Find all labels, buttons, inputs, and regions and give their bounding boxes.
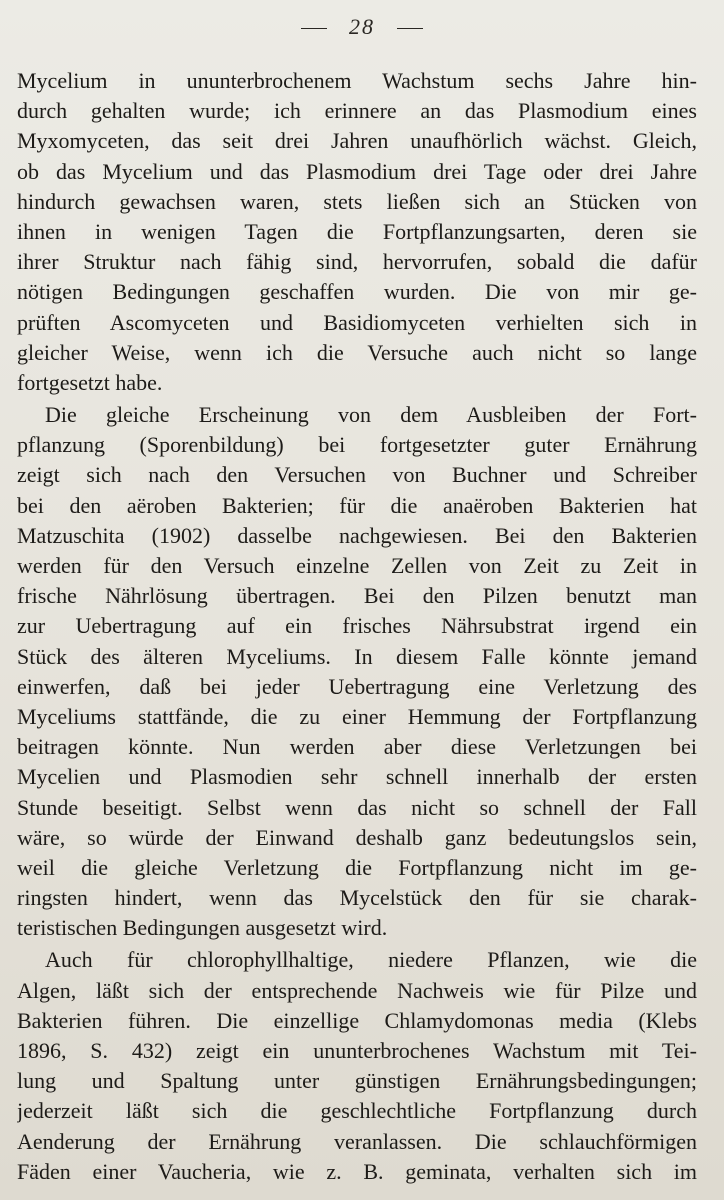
text-line: frische Nährlösung übertragen. Bei den Pilzen benutzt man	[17, 583, 697, 609]
text-line: 1896, S. 432) zeigt ein ununterbrochenes Wachstum mit Tei-	[17, 1038, 697, 1063]
text-line: pflanzung (Sporenbildung) bei fortgesetzter guter Ernährung	[17, 432, 697, 458]
text-line: hindurch gewachsen waren, stets ließen sich an Stücken von	[17, 188, 697, 214]
text-line: ringsten hindert, wenn das Mycelstück den für sie charak-	[17, 885, 697, 911]
paragraph-3	[17, 945, 697, 1187]
text-line: Mycelien und Plasmodien sehr schnell innerhalb der ersten	[17, 764, 697, 790]
text-line: zeigt sich nach den Versuchen von Buchner und Schreiber	[17, 462, 697, 488]
text-line: nötigen Bedingungen geschaffen wurden. Die von mir ge-	[17, 279, 697, 305]
page-number: 28	[349, 14, 375, 39]
paragraph-2	[17, 400, 697, 943]
text-line: Myxomyceten, das seit drei Jahren unaufhörlich wächst. Gleich,	[17, 128, 697, 154]
text-line: Bakterien führen. Die einzellige Chlamydomonas media (Klebs	[17, 1007, 697, 1033]
text-line: Die gleiche Erscheinung von dem Ausbleiben der Fort-	[45, 402, 697, 428]
text-line: durch gehalten wurde; ich erinnere an das Plasmodium eines	[17, 98, 697, 124]
text-line: Auch für chlorophyllhaltige, niedere Pflanzen, wie die	[45, 947, 697, 973]
text-line: lung und Spaltung unter günstigen Ernährungsbedingungen;	[17, 1068, 697, 1094]
text-line: gleicher Weise, wenn ich die Versuche auch nicht so lange	[17, 339, 697, 365]
text-line: Fäden einer Vaucheria, wie z. B. geminata, verhalten sich im	[17, 1158, 697, 1184]
text-line: jederzeit läßt sich die geschlechtliche Fortpflanzung durch	[17, 1098, 697, 1124]
text-line: bei den aëroben Bakterien; für die anaëroben Bakterien hat	[17, 492, 697, 518]
text-line: Aenderung der Ernährung veranlassen. Die schlauchförmigen	[17, 1128, 697, 1154]
text-line: Algen, läßt sich der entsprechende Nachweis wie für Pilze und	[17, 977, 697, 1003]
text-line: weil die gleiche Verletzung die Fortpflanzung nicht im ge-	[17, 854, 697, 880]
text-line: zur Uebertragung auf ein frisches Nährsubstrat irgend ein	[17, 613, 697, 639]
text-line: Stunde beseitigt. Selbst wenn das nicht so schnell der Fall	[17, 794, 697, 820]
text-line: fortgesetzt habe.	[17, 369, 163, 395]
header-right-dash	[397, 28, 423, 29]
body-text	[17, 66, 697, 1187]
text-line: prüften Ascomyceten und Basidiomyceten verhielten sich in	[17, 309, 697, 335]
text-line: teristischen Bedingungen ausgesetzt wird.	[17, 915, 388, 941]
text-line: einwerfen, daß bei jeder Uebertragung eine Verletzung des	[17, 673, 697, 699]
page-header	[0, 14, 724, 40]
text-line: ihnen in wenigen Tagen die Fortpflanzungsarten, deren sie	[17, 218, 697, 244]
text-line: werden für den Versuch einzelne Zellen von Zeit zu Zeit in	[17, 553, 697, 578]
text-line: ob das Mycelium und das Plasmodium drei Tage oder drei Jahre	[17, 158, 697, 184]
header-left-dash	[301, 28, 327, 29]
text-line: Stück des älteren Myceliums. In diesem Falle könnte jemand	[17, 643, 697, 669]
text-line: wäre, so würde der Einwand deshalb ganz bedeutungslos sein,	[17, 824, 697, 850]
text-line: Myceliums stattfände, die zu einer Hemmung der Fortpflanzung	[17, 703, 697, 729]
text-line: ihrer Struktur nach fähig sind, hervorrufen, sobald die dafür	[17, 249, 697, 275]
text-line: Matzuschita (1902) dasselbe nachgewiesen. Bei den Bakterien	[17, 522, 697, 548]
text-line: Mycelium in ununterbrochenem Wachstum sechs Jahre hin-	[17, 68, 697, 93]
paragraph-1	[17, 66, 697, 398]
text-line: beitragen könnte. Nun werden aber diese Verletzungen bei	[17, 734, 697, 760]
